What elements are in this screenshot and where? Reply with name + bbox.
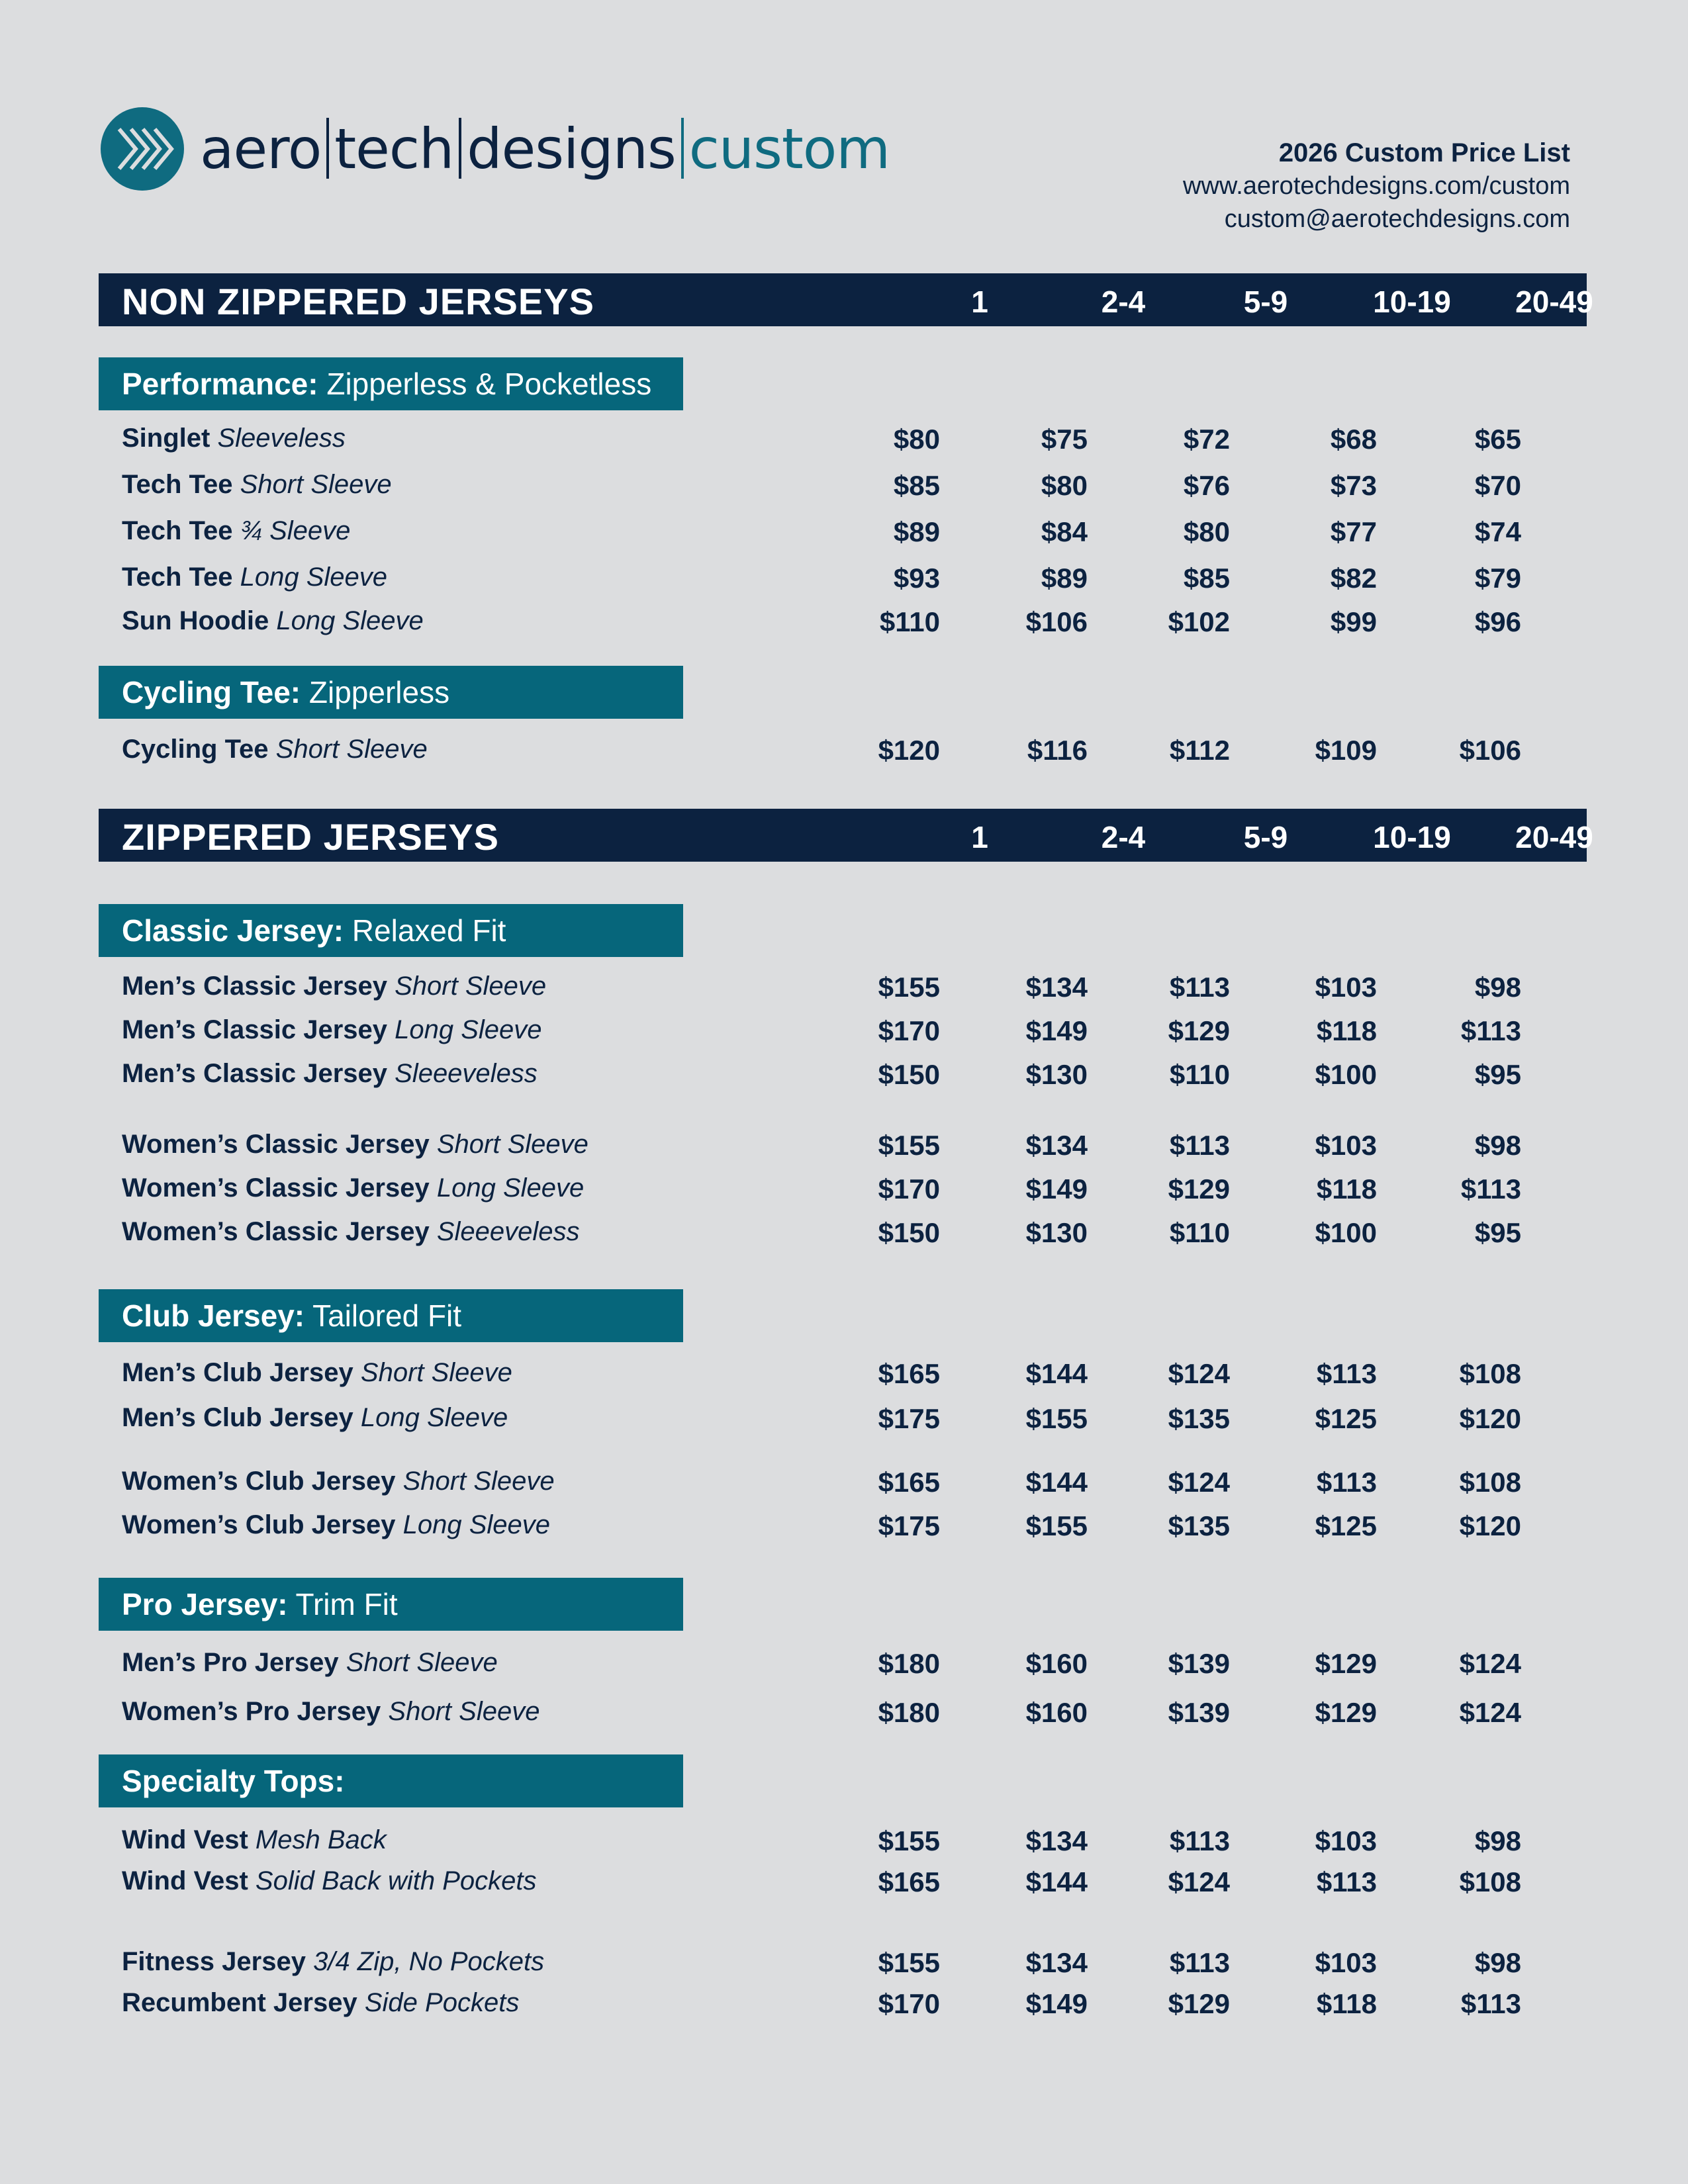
price-cell: $98 (1474, 972, 1521, 1003)
product-variant: Sleeeveless (436, 1217, 580, 1246)
product-name (122, 1358, 512, 1388)
price-cell: $108 (1459, 1358, 1521, 1389)
price-cell: $99 (1330, 606, 1377, 637)
price-cell: $103 (1315, 1947, 1377, 1978)
product-variant: Sleeeveless (395, 1059, 538, 1088)
product-variant: Short Sleeve (240, 470, 392, 499)
product-name (122, 1217, 580, 1247)
price-cell: $103 (1315, 972, 1377, 1003)
price-cell: $118 (1316, 1015, 1377, 1046)
price-cell: $106 (1459, 735, 1521, 766)
product-name (122, 735, 428, 764)
product-title: Men’s Classic Jersey (122, 1059, 387, 1088)
product-name (122, 1988, 519, 2018)
tier-header: 1 (971, 820, 988, 854)
price-cell: $95 (1474, 1217, 1521, 1248)
tier-header: 20-49 (1515, 285, 1593, 319)
product-variant: Short Sleeve (346, 1648, 498, 1677)
price-cell: $134 (1025, 1947, 1088, 1978)
product-variant: Long Sleeve (436, 1173, 585, 1203)
price-cell: $80 (1183, 516, 1230, 547)
price-cell: $130 (1025, 1059, 1088, 1090)
price-row (122, 1697, 1545, 1731)
price-row (122, 516, 1545, 551)
price-cell: $170 (878, 1173, 940, 1205)
price-row (122, 1403, 1545, 1437)
price-row (122, 735, 1545, 769)
price-cell: $170 (878, 1988, 940, 2019)
price-cell: $118 (1316, 1988, 1377, 2019)
product-variant: Short Sleeve (395, 972, 547, 1001)
product-name (122, 1947, 544, 1977)
brand-logo (99, 106, 890, 192)
price-row (122, 1648, 1545, 1682)
product-name (122, 1697, 539, 1727)
product-title: Recumbent Jersey (122, 1988, 357, 2017)
price-row (122, 1130, 1545, 1164)
price-cell: $125 (1315, 1403, 1377, 1434)
product-variant: Short Sleeve (275, 735, 428, 764)
price-cell: $113 (1316, 1358, 1377, 1389)
price-row (122, 424, 1545, 458)
subhead-cycling-tee: Cycling Tee: Zipperless (99, 666, 683, 719)
price-cell: $98 (1474, 1947, 1521, 1978)
brand-wordmark (200, 116, 890, 181)
price-cell: $113 (1460, 1015, 1521, 1046)
price-row (122, 606, 1545, 641)
logo-word-tech: tech (334, 116, 454, 181)
price-cell: $124 (1168, 1866, 1230, 1897)
price-cell: $118 (1316, 1173, 1377, 1205)
product-variant: Long Sleeve (276, 606, 424, 635)
price-cell: $135 (1168, 1403, 1230, 1434)
product-variant: Long Sleeve (395, 1015, 542, 1044)
product-title: Wind Vest (122, 1825, 248, 1854)
tier-header: 5-9 (1243, 285, 1288, 319)
price-cell: $149 (1025, 1173, 1088, 1205)
price-cell: $100 (1315, 1217, 1377, 1248)
price-cell: $113 (1460, 1173, 1521, 1205)
product-name (122, 1866, 537, 1896)
price-cell: $124 (1168, 1358, 1230, 1389)
tier-header: 10-19 (1373, 285, 1451, 319)
product-title: Men’s Club Jersey (122, 1403, 353, 1432)
product-variant: Short Sleeve (360, 1358, 512, 1387)
price-cell: $135 (1168, 1510, 1230, 1541)
subhead-classic-jersey: Classic Jersey: Relaxed Fit (99, 904, 683, 957)
tier-header: 1 (971, 285, 988, 319)
price-row (122, 1217, 1545, 1251)
subhead-pro-jersey: Pro Jersey: Trim Fit (99, 1578, 683, 1631)
price-cell: $180 (878, 1648, 940, 1679)
product-variant: Long Sleeve (240, 563, 387, 592)
price-cell: $116 (1027, 735, 1088, 766)
price-cell: $65 (1474, 424, 1521, 455)
contact-block (1183, 136, 1570, 236)
price-cell: $144 (1025, 1467, 1088, 1498)
product-variant: Sleeveless (217, 424, 346, 453)
price-cell: $113 (1460, 1988, 1521, 2019)
price-row (122, 470, 1545, 504)
price-cell: $125 (1315, 1510, 1377, 1541)
product-name (122, 1130, 588, 1160)
price-cell: $82 (1330, 563, 1377, 594)
price-cell: $106 (1025, 606, 1088, 637)
chevron-logo-icon (99, 106, 185, 192)
price-cell: $110 (1169, 1059, 1230, 1090)
product-variant: Side Pockets (364, 1988, 520, 2017)
price-cell: $112 (1169, 735, 1230, 766)
price-cell: $175 (878, 1403, 940, 1434)
price-cell: $165 (878, 1358, 940, 1389)
product-title: Tech Tee (122, 516, 233, 545)
price-cell: $139 (1168, 1648, 1230, 1679)
price-row (122, 1510, 1545, 1545)
product-title: Women’s Club Jersey (122, 1467, 396, 1496)
product-name (122, 1403, 508, 1433)
logo-word-designs: designs (467, 116, 676, 181)
price-cell: $113 (1169, 972, 1230, 1003)
price-cell: $113 (1169, 1947, 1230, 1978)
logo-word-aero: aero (200, 116, 322, 181)
price-row (122, 1467, 1545, 1501)
product-name (122, 1648, 498, 1678)
price-cell: $170 (878, 1015, 940, 1046)
website-link[interactable]: www.aerotechdesigns.com/custom (1182, 172, 1570, 200)
price-row (122, 1358, 1545, 1392)
price-cell: $155 (878, 1825, 940, 1856)
price-cell: $98 (1474, 1130, 1521, 1161)
price-cell: $165 (878, 1467, 940, 1498)
product-name (122, 516, 350, 546)
price-cell: $75 (1041, 424, 1088, 455)
price-cell: $129 (1168, 1015, 1230, 1046)
price-cell: $113 (1169, 1825, 1230, 1856)
price-cell: $144 (1025, 1358, 1088, 1389)
price-cell: $124 (1459, 1697, 1521, 1728)
price-cell: $150 (878, 1217, 940, 1248)
section-title: ZIPPERED JERSEYS (122, 816, 499, 858)
product-variant: Long Sleeve (360, 1403, 508, 1432)
price-cell: $149 (1025, 1988, 1088, 2019)
price-cell: $80 (893, 424, 940, 455)
price-cell: $108 (1459, 1866, 1521, 1897)
price-cell: $129 (1315, 1648, 1377, 1679)
product-name (122, 470, 392, 500)
price-cell: $155 (878, 972, 940, 1003)
price-cell: $149 (1025, 1015, 1088, 1046)
price-row (122, 563, 1545, 597)
price-cell: $109 (1315, 735, 1377, 766)
product-variant: Long Sleeve (402, 1510, 551, 1539)
email-link[interactable]: custom@aerotechdesigns.com (1224, 205, 1570, 233)
product-title: Fitness Jersey (122, 1947, 306, 1976)
price-cell: $103 (1315, 1825, 1377, 1856)
price-cell: $155 (878, 1947, 940, 1978)
product-name (122, 1510, 550, 1540)
price-cell: $85 (1183, 563, 1230, 594)
product-name (122, 1173, 584, 1203)
price-cell: $120 (878, 735, 940, 766)
price-cell: $160 (1025, 1648, 1088, 1679)
price-cell: $110 (1169, 1217, 1230, 1248)
price-cell: $110 (879, 606, 940, 637)
price-cell: $79 (1474, 563, 1521, 594)
price-row (122, 972, 1545, 1006)
price-row (122, 1015, 1545, 1050)
price-cell: $102 (1168, 606, 1230, 637)
price-cell: $150 (878, 1059, 940, 1090)
price-row (122, 1825, 1545, 1860)
price-cell: $113 (1169, 1130, 1230, 1161)
product-variant: Short Sleeve (388, 1697, 540, 1726)
price-cell: $80 (1041, 470, 1088, 501)
tier-header: 2-4 (1101, 820, 1146, 854)
price-cell: $134 (1025, 1825, 1088, 1856)
price-cell: $77 (1330, 516, 1377, 547)
product-title: Women’s Classic Jersey (122, 1173, 430, 1203)
price-list-title: 2026 Custom Price List (1278, 138, 1570, 167)
price-cell: $180 (878, 1697, 940, 1728)
product-name (122, 606, 424, 636)
product-variant: Solid Back with Pockets (255, 1866, 537, 1895)
section-title: NON ZIPPERED JERSEYS (122, 281, 594, 322)
price-cell: $89 (1041, 563, 1088, 594)
product-title: Men’s Classic Jersey (122, 1015, 387, 1044)
tier-header: 10-19 (1373, 820, 1451, 854)
product-variant: Short Sleeve (436, 1130, 588, 1159)
product-name (122, 1825, 387, 1855)
section-header-zippered (99, 809, 1593, 862)
product-name (122, 1015, 542, 1045)
product-title: Women’s Classic Jersey (122, 1130, 430, 1159)
price-cell: $95 (1474, 1059, 1521, 1090)
price-cell: $175 (878, 1510, 940, 1541)
price-cell: $165 (878, 1866, 940, 1897)
price-row (122, 1866, 1545, 1901)
price-cell: $155 (1025, 1403, 1088, 1434)
price-cell: $108 (1459, 1467, 1521, 1498)
section-header-non-zippered (99, 273, 1593, 326)
price-cell: $134 (1025, 972, 1088, 1003)
price-cell: $100 (1315, 1059, 1377, 1090)
product-title: Women’s Club Jersey (122, 1510, 396, 1539)
subhead-specialty-tops: Specialty Tops: (99, 1754, 683, 1807)
product-name (122, 563, 387, 592)
price-cell: $113 (1316, 1467, 1377, 1498)
price-cell: $124 (1459, 1648, 1521, 1679)
tier-header: 20-49 (1515, 820, 1593, 854)
product-title: Men’s Club Jersey (122, 1358, 353, 1387)
product-variant: 3/4 Zip, No Pockets (313, 1947, 545, 1976)
price-cell: $155 (878, 1130, 940, 1161)
price-cell: $134 (1025, 1130, 1088, 1161)
product-title: Tech Tee (122, 563, 233, 592)
logo-word-custom: custom (688, 116, 890, 181)
product-title: Wind Vest (122, 1866, 248, 1895)
price-cell: $98 (1474, 1825, 1521, 1856)
price-cell: $89 (893, 516, 940, 547)
price-cell: $74 (1474, 516, 1521, 547)
product-title: Women’s Pro Jersey (122, 1697, 381, 1726)
price-cell: $130 (1025, 1217, 1088, 1248)
price-cell: $70 (1474, 470, 1521, 501)
subhead-club-jersey: Club Jersey: Tailored Fit (99, 1289, 683, 1342)
price-cell: $72 (1183, 424, 1230, 455)
price-cell: $160 (1025, 1697, 1088, 1728)
price-cell: $73 (1330, 470, 1377, 501)
price-row (122, 1947, 1545, 1981)
product-title: Singlet (122, 424, 211, 453)
price-row (122, 1173, 1545, 1208)
product-title: Cycling Tee (122, 735, 269, 764)
price-cell: $139 (1168, 1697, 1230, 1728)
price-cell: $120 (1459, 1510, 1521, 1541)
price-cell: $103 (1315, 1130, 1377, 1161)
price-cell: $96 (1474, 606, 1521, 637)
price-cell: $113 (1316, 1866, 1377, 1897)
product-variant: Short Sleeve (402, 1467, 555, 1496)
product-name (122, 1059, 538, 1089)
price-cell: $76 (1183, 470, 1230, 501)
product-title: Sun Hoodie (122, 606, 269, 635)
price-cell: $124 (1168, 1467, 1230, 1498)
price-cell: $129 (1315, 1697, 1377, 1728)
product-title: Men’s Pro Jersey (122, 1648, 339, 1677)
product-variant: Mesh Back (255, 1825, 387, 1854)
price-cell: $120 (1459, 1403, 1521, 1434)
subhead-performance: Performance: Zipperless & Pocketless (99, 357, 683, 410)
product-title: Tech Tee (122, 470, 233, 499)
tier-header: 2-4 (1101, 285, 1146, 319)
product-title: Women’s Classic Jersey (122, 1217, 430, 1246)
price-cell: $129 (1168, 1988, 1230, 2019)
tier-header: 5-9 (1243, 820, 1288, 854)
product-variant: ¾ Sleeve (240, 516, 351, 545)
price-row (122, 1059, 1545, 1093)
price-row (122, 1988, 1545, 2023)
price-cell: $68 (1330, 424, 1377, 455)
product-title: Men’s Classic Jersey (122, 972, 387, 1001)
product-name (122, 424, 346, 453)
price-cell: $84 (1041, 516, 1088, 547)
price-cell: $93 (893, 563, 940, 594)
price-cell: $85 (893, 470, 940, 501)
product-name (122, 972, 546, 1001)
product-name (122, 1467, 555, 1496)
price-cell: $155 (1025, 1510, 1088, 1541)
price-cell: $129 (1168, 1173, 1230, 1205)
price-cell: $144 (1025, 1866, 1088, 1897)
